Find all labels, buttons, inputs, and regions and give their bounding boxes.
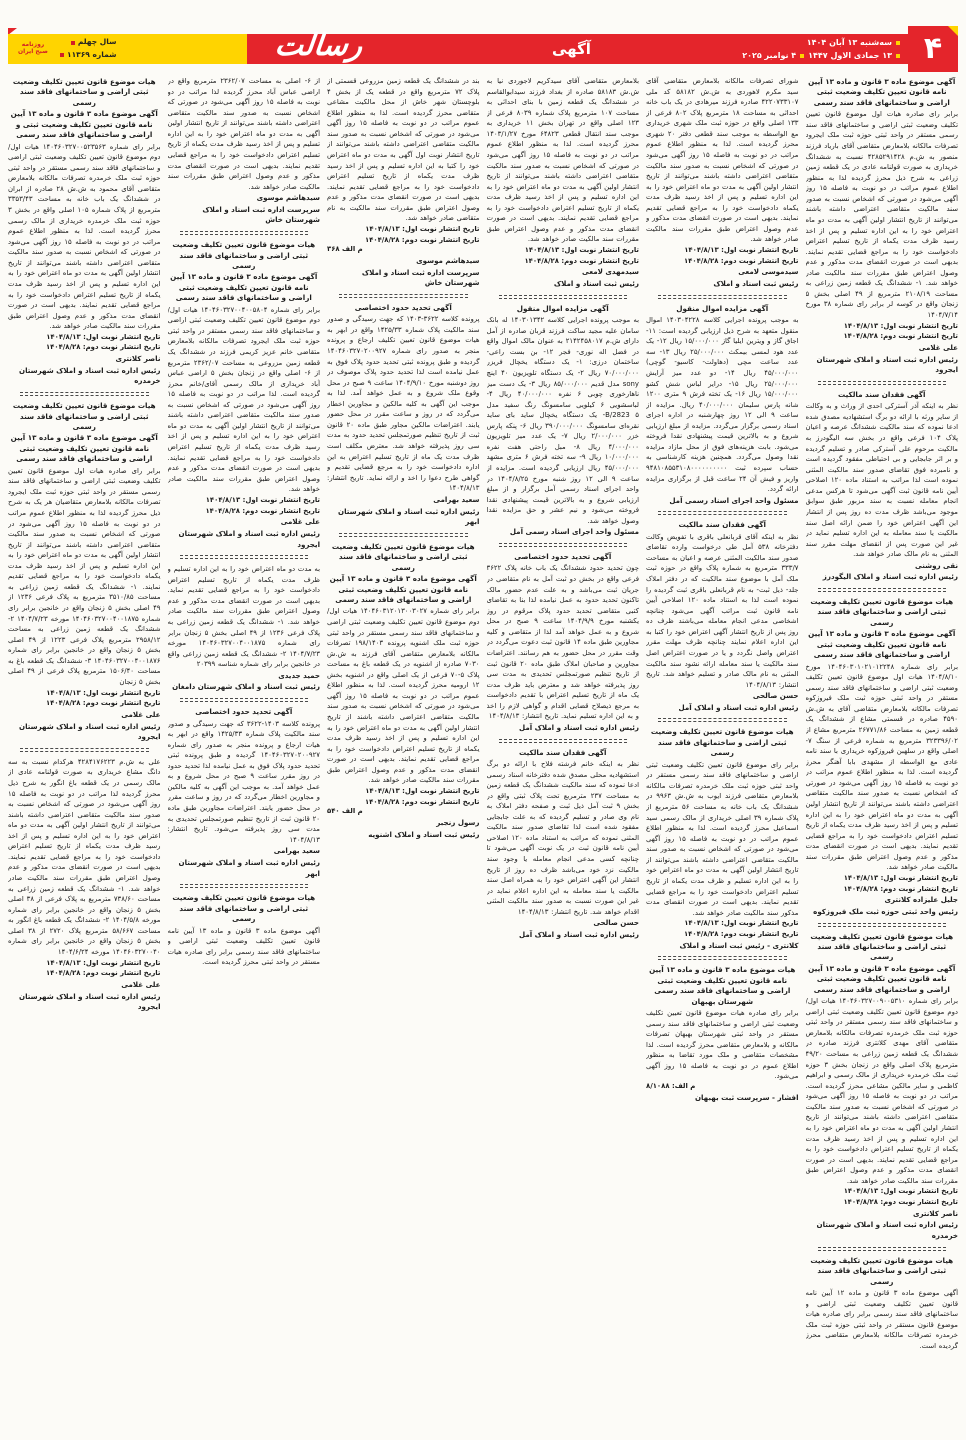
ad-divider (818, 381, 947, 385)
ad-divider (658, 718, 787, 722)
signature-name: علی غلامی (121, 709, 161, 719)
ad-title: آگهی موضوع ماده ۳ قانون و ماده ۱۳ آیین نامه قانون تعیین تکلیف وضعیت ثبتی اراضی و ساختمانهای فاقد سند رسمی (808, 77, 956, 107)
publish-date: تاریخ انتشار نوبت دوم: ۱۴۰۴/۸/۲۸ (205, 506, 320, 515)
signature-role: سرپرست اداره ثبت اسناد و املاک شهرستان خاش (202, 204, 320, 225)
signature-role: رئیس اداره ثبت اسناد و املاک شهرستان ایجرود (19, 991, 161, 1012)
ad-block (327, 303, 480, 528)
ad-block (806, 932, 959, 1242)
hijri-date: ۱۳ جمادی الاول ۱۴۴۷ (808, 51, 892, 61)
signature-name: سیدهاشم موسوی (256, 193, 320, 203)
yellow-square-icon (800, 54, 804, 58)
ad-body: برابر رای شماره ۱۴۰۴۶۰۳۰۱۰۲۱۰۱۲۲۴۸ مورخ ۱۴۰۴/۸/۱۰ هیات اول موضوع قانون تعیین تکلیف وضعیت ثبتی اراضی و ساختمانهای فاقد سند رسمی مستقر در واحد ثبتی حوزه ثبت ملک فیروزکوه تصرفات مالکانه بلامعارض متقاضی آقای به ش.ش ۴۵۹۰ صادره در قسمتی مشاع از ششدانگ یک قطعه زمین به مساحت ۲۶۷۷۱/۸۶ مترمربع مشاع از ۳۲۳۳۹۶/۰۲ مترمربع به شماره فرعی از سنگ ۷- اصلی واقع در سلهبن فیروزکوه خریداری با سند نامه عادی مع الواسطه از مشهدی بابا آهنگر محرز گردیده است. لذا به منظور اطلاع عموم مراتب در دو نوبت به فاصله ۱۵ روز آگهی می‌شود در صورتی که اشخاص نسبت به صدور سند مالکیت متقاضی اعتراضی داشته باشند می‌توانند از تاریخ انتشار اولین آگهی به مدت دو ماه اعتراض خود را به این اداره تسلیم و پس از اخذ رسید ظرف مدت یکماه از تاریخ تسلیم اعتراض دادخواست خود را به مراجع قضایی تقدیم نمایند. بدیهی است در صورت انقضای مدت مذکور و عدم وصول اعتراض طبق مقررات سند مالکیت صادر خواهد شد. (805, 662, 958, 872)
ad-body: نظر به اینکه آقای قربانعلی باقری با تفویض وکالت دفترخانه ۵۳۸ آمل طی درخواست وارده تقاضای صدور سند مالکیت المثنی عرصه و اعیان به مساحت ۳۳۳/۷ مترمربع به شماره پلاک واقع در حوزه ثبت ملک آمل با موضوع سند مالکیت که در دفتر املاک جلد- ذیل ثبت- به نام قربانعلی باقری ثبت گردیده را نموده است لذا به استناد ماده ۱۲۰ اصلاحی آیین نامه قانون ثبت مراتب آگهی می‌شود چنانچه اشخاصی مدعی انجام معامله می‌باشند ظرف ده روز پس از تاریخ انتشار آگهی اعتراض خود را کتبا به این اداره اعلام نمایند چنانچه ظرف مهلت مقرر اعتراض واصل نگردد و یا در صورت اعتراض اصل سند مالکیت یا سند معامله ارائه نشود سند مالکیت المثنی به نام مالک صادر و تسلیم خواهد شد. تاریخ انتشار: ۱۴۰۴/۸/۱۳ (646, 532, 799, 689)
ad-block (487, 304, 640, 538)
ad-body: بلامعارض متقاضی آقای سیدکریم لاجوردی نیا به ش.ش ۵۸۱۸۳ صادره از بغداد فرزند سیدابوالقاسم در ششدانگ یک قطعه زمین با بنای احداثی به مساحت ۱۰۷ مترمربع پلاک شماره ۸۰۳۹ فرعی از ۱۲۳ اصلی واقع در تهران بخش ۱۱ خریداری به موجب سند انتقال قطعی ۶۴۸۲۳ مورخ ۱۴۰۳/۱/۲۷ محرز گردیده است. لذا به منظور اطلاع عموم مراتب در دو نوبت به فاصله ۱۵ روز آگهی می‌شود در صورتی که اشخاص نسبت به صدور سند مالکیت متقاضی اعتراضی داشته باشند می‌توانند از تاریخ انتشار اولین آگهی به مدت دو ماه اعتراض خود را به این اداره تسلیم و پس از اخذ رسید ظرف مدت یکماه از تاریخ تسلیم اعتراض دادخواست خود را به مراجع قضایی تقدیم نمایند. بدیهی است در صورت انقضای مدت مذکور و عدم وصول اعتراض طبق مقررات سند مالکیت صادر خواهد شد. (486, 77, 639, 244)
section-title: آگهی (552, 40, 591, 58)
publish-date: تاریخ انتشار نوبت دوم: ۱۴۰۴/۸/۲۸ (524, 256, 639, 265)
ad-title: هیات موضوع قانون تعیین تکلیف وضعیت ثبتی اراضی و ساختمانهای فاقد سند رسمی (331, 541, 475, 572)
ad-block (168, 893, 321, 968)
page-number-badge (908, 26, 958, 72)
ad-block (646, 965, 799, 1103)
ad-title: هیات موضوع قانون تعیین تکلیف وضعیت ثبتی اراضی و ساختمانهای فاقد سند رسمی (810, 1255, 954, 1286)
newspaper-logo: رسالت (273, 28, 365, 63)
ad-body: به مدت دو ماه اعتراض خود را به این اداره تسلیم و ظرف مدت یکماه از تاریخ تسلیم اعتراض دادخواست خود را به مراجع قضایی تقدیم نماید. بدیهی است در صورت انقضای مدت مذکور و عدم وصول اعتراض طبق مقررات سند مالکیت صادر خواهد شد. ۱- ششدانگ یک قطعه زمین زراعی به پلاک فرعی ۱۲۳۶ از ۴۹ اصلی بخش ۵ زنجان برابر رای شماره ۱۴۰۴۶۰۳۲۷۰۰۴۰۰۱۸۷۵ مورخه ۱۴۰۴/۷/۲۳ ۲- ششدانگ یک قطعه زمین زراعی واقع در خانجین برابر رای شماره شناسه ۲۰۳۹۹ (167, 565, 320, 669)
ad-divider (180, 698, 309, 702)
ad-body: آگهی موضوع ماده ۳ قانون و ماده ۱۲ آیین نامه قانون تعیین تکلیف وضعیت ثبتی اراضی و ساختمانهای فاقد سند رسمی برابر رای صادره هیات موضوع قانون مستقر در واحد ثبتی حوزه ثبت ملک خرمدره تصرفات مالکانه بلامعارض متقاضی محرز گردیده است. (805, 1289, 958, 1350)
ad-block (327, 76, 480, 289)
publish-date: تاریخ انتشار نوبت اول: ۱۴۰۴/۸/۱۳ (843, 1187, 958, 1196)
masthead-red-bar (247, 28, 958, 66)
signature-role: رئیس اداره ثبت اسناد و املاک آمل (519, 930, 639, 940)
signature-name: جلیل علیزاده کلانتری (884, 895, 958, 905)
ad-block (646, 304, 799, 507)
reference-code: م الف ۳۶۸ (327, 245, 363, 254)
ad-title: هیات موضوع قانون تعیین تکلیف وضعیت ثبتی اراضی و ساختمانهای فاقد سند رسمی (810, 597, 954, 627)
publish-date: تاریخ انتشار نوبت دوم: ۱۴۰۴/۸/۲۸ (843, 332, 958, 341)
signature-role: رئیس اداره ثبت اسناد و املاک شهرستان خرمدره (816, 1220, 958, 1241)
yellow-square-icon (896, 54, 900, 58)
publish-date: تاریخ انتشار نوبت دوم: ۱۴۰۴/۸/۲۸ (843, 1198, 958, 1207)
ad-body: برابر رای صادره هیات اول موضوع قانون تعیین تکلیف وضعیت ثبتی اراضی و ساختمانهای فاقد سند رسمی مستقر در واحد ثبتی حوزه ثبت ملک ایجرود تصرفات مالکانه بلامعارض متقاضی آقای باریاد فرزند منصور به ش.م ۴۲۸۵۲۹۱۴۲۸ نسبت به ششدانگ خریداری به صورت قولنامه عادی در یک قطعه زمین زراعی به شرح ذیل محرز گردیده لذا به منظور اطلاع عموم مراتب در دو نوبت به فاصله ۱۵ روز آگهی می‌شود در صورتی که اشخاص نسبت به صدور سند مالکیت متقاضی اعتراضی داشته باشند می‌توانند از تاریخ انتشار اولین آگهی به مدت دو ماه اعتراض خود را به این اداره تسلیم و پس از اخذ رسید ظرف مدت یکماه از تاریخ تسلیم اعتراض دادخواست خود را به مراجع قضایی تقدیم نمایند. بدیهی است در صورت انقضای مدت مذکور و عدم وصول اعتراض طبق مقررات سند مالکیت صادر خواهد شد. ۱- ششدانگ یک قطعه زمین زراعی به مساحت ۲۱۰۸/۱۹ مترمربع از ۴۹ اصلی بخش ۵ زنجان واقع در کوسه لر برابر رای شماره ۳۸ مورخ ۱۴۰۴/۷/۱۴ (805, 110, 958, 319)
publish-date: تاریخ انتشار نوبت اول: ۱۴۰۴/۸/۱۳ (524, 246, 639, 254)
ad-block (168, 76, 321, 226)
weekday-date: سه‌شنبه ۱۳ آبان ۱۴۰۴ (806, 38, 892, 47)
ad-block (487, 552, 640, 734)
ad-divider (20, 392, 149, 396)
signature-name: علی غلامی (280, 517, 320, 527)
signature-role: رئیس اداره ثبت اسناد و املاک شهرستان ایجرود (19, 721, 161, 742)
signature-name: حمید جدیدی (278, 670, 320, 680)
issue-label: شماره ۱۱۳۶۹ (67, 50, 117, 59)
fold-corner-icon (948, 26, 958, 36)
masthead-yellow-bar (8, 34, 247, 64)
ad-title: آگهی تحدید حدود اختصاصی (354, 302, 452, 312)
signature-name: ناصر کلانتری (912, 1208, 958, 1218)
signature-name: سعید بهرامی (433, 494, 480, 504)
signature-name: سیدمهدی لامعی (582, 267, 639, 277)
ad-divider (818, 588, 947, 592)
ad-block (8, 757, 161, 1013)
publish-date: تاریخ انتشار نوبت اول: ۱۴۰۴/۸/۱۳ (365, 224, 480, 233)
ad-title: آگهی موضوع ماده ۳ قانون و ماده ۱۳ آیین نامه قانون تعیین تکلیف وضعیت ثبتی اراضی و ساختمانهای فاقد سند رسمی (808, 963, 956, 994)
ad-block (168, 240, 321, 550)
yellow-square-icon (896, 41, 900, 45)
ad-body: علی به ش.م ۴۲۸۴۱۷۶۲۲۳ هرکدام نسبت به سه دانگ مشاع خریداری به صورت قولنامه عادی از مالک رسمی در یک قطعه باغ انگور به شرح ذیل محرز گردیده لذا مراتب در دو نوبت به فاصله ۱۵ روز آگهی می‌شود در صورتی که اشخاص نسبت به صدور سند مالکیت متقاضی اعتراضی داشته باشند می‌توانند از تاریخ انتشار اولین آگهی به مدت دو ماه اعتراض خود را به این اداره تسلیم و پس از اخذ رسید ظرف مدت یکماه از تاریخ تسلیم اعتراض دادخواست خود را به مراجع قضایی تقدیم نمایند. بدیهی است در صورت انقضای مدت مذکور و عدم وصول اعتراض طبق مقررات سند مالکیت صادر خواهد شد. ۱- ششدانگ یک قطعه زمین زراعی به مساحت ۷۳۸/۶۰ مترمربع به پلاک فرعی از ۳۸ اصلی بخش ۵ زنجان واقع در خانجین برابر رای شماره مورخه ۱۴۰۴/۵/۸ ۲- ششدانگ یک قطعه باغ انگور به مساحت ۵۸/۶۶۷ مترمربع پلاک ۲۷۲۰ از ۳۸ اصلی بخش ۵ زنجان واقع در خانجین برابر رای شماره ۱۴۰۴۶۰۳۲۷۰۰۴۰ مورخه ۱۴۰۴/۶/۲۴ (8, 757, 161, 956)
publish-date: تاریخ انتشار نوبت دوم: ۱۴۰۴/۸/۲۸ (45, 343, 161, 352)
ad-body: بند در ششدانگ یک قطعه زمین مزروعی قسمتی از پلاک ۷۲ مترمربع واقع در قطعه یک از بخش ۴ بلوچستان شهر خاش از محل مالکیت مشاعی متقاضی محرز گردیده است. لذا به منظور اطلاع عموم مراتب در دو نوبت به فاصله ۱۵ روز آگهی می‌شود در صورتی که اشخاص نسبت به صدور سند مالکیت متقاضی اعتراضی داشته باشند می‌توانند از تاریخ انتشار نوبت اول آگهی به مدت دو ماه اعتراض خود را کتبا به این اداره تسلیم و پس از اخذ رسید ظرف مدت یکماه از تاریخ تسلیم اعتراض دادخواست خود را به مراجع قضایی تقدیم نمایند. بدیهی است در صورت انقضای مدت مذکور و عدم وصول اعتراض طبق مقررات سند مالکیت به نام متقاضی صادر خواهد شد. (327, 77, 480, 223)
signature-name: کلانتری - رئیس ثبت اسناد و املاک (679, 940, 799, 950)
ad-title: آگهی تحدید حدود اختصاصی (195, 707, 293, 717)
ad-body: برابر رای شماره ۱۴۰۴۶۰۳۲۷۰۰۵۲۳۵۶۳ هیات اول/دوم موضوع قانون تعیین تکلیف وضعیت ثبتی اراضی و ساختمانهای فاقد سند رسمی مستقر در واحد ثبتی حوزه ثبت ملک خرمدره تصرفات مالکانه بلامعارض متقاضی آقای محمود به ش.ش ۲۸ صادره از ابران در ششدانگ یک باب خانه به مساحت ۳۳۵۳/۴۳ مترمربع از پلاک شماره ۱۰۵ اصلی واقع در بخش ۳ حوزه ثبت ملک خرمدره خریداری از مالک رسمی محرز گردیده است. لذا به منظور اطلاع عموم مراتب در دو نوبت به فاصله ۱۵ روز آگهی می‌شود در صورتی که اشخاص نسبت به صدور سند مالکیت متقاضی اعتراضی داشته باشند می‌توانند از تاریخ انتشار اولین آگهی به مدت دو ماه اعتراض خود را به این اداره تسلیم و پس از اخذ رسید ظرف مدت یکماه از تاریخ تسلیم اعتراض دادخواست خود را به مراجع قضایی تقدیم نمایند. بدیهی است در صورت انقضای مدت مذکور و عدم وصول اعتراض طبق مقررات سند مالکیت صادر خواهد شد. (8, 142, 161, 331)
ad-body: پرونده کلاسه ۱۴۰۳-۳۶۲۲ که جهت رسیدگی و صدور سند مالکیت پلاک شماره ۱۴۲۵/۳۳ واقع در ابهر به هیات ارجاع و پرونده منجر به صدور رای شماره ۱۴۰۴۶۰۳۲۷۰۲۰۰۹۲۷ گردیده و طبق پرونده ثبتی تحدید حدود پلاک فوق به عمل نیامده لذا تحدید حدود در روز مقرر ساعت ۹ صبح در محل شروع و به عمل خواهد آمد. به موجب این آگهی به کلیه مالکین و مجاورین اخطار می‌گردد که در روز و ساعت مقرر در محل حضور یابند. اعتراضات مجاورین طبق ماده ۲۰ قانون ثبت از تاریخ تنظیم صورتمجلس تحدیدی به مدت سی روز پذیرفته می‌شود. تاریخ انتشار: ۱۴۰۴/۸/۱۳ (167, 719, 320, 844)
signature-name: سعید بهرامی (273, 846, 320, 856)
ad-body: چون تحدید حدود ششدانگ یک باب خانه پلاک ۳۶۲۲ فرعی واقع در بخش دو ثبت آمل به نام متقاضی در جریان ثبت می‌باشد و به علت عدم حضور مالک تاکنون تحدید حدود به عمل نیامده لذا بنا به تقاضای کتبی متقاضی تحدید حدود پلاک مرقوم در روز یکشنبه مورخ ۱۴۰۴/۹/۹ ساعت ۹ صبح در محل شروع و به عمل خواهد آمد لذا از متقاضی و کلیه مجاورین طبق ماده ۱۴ قانون ثبت دعوت می‌گردد در وقت مقرر در محل حضور به هم رسانند. اعتراضات مجاورین و صاحبان املاک طبق ماده ۲۰ قانون ثبت از تاریخ تنظیم صورتمجلس تحدیدی به مدت سی روز پذیرفته خواهد شد و معترض باید ظرف مدت یک ماه از تاریخ تسلیم اعتراض با تقدیم دادخواست به مرجع ذیصلاح قضایی اقدام و گواهی لازم را اخذ و به این اداره تسلیم نماید. تاریخ انتشار: ۱۴۰۴/۸/۱۳ (486, 564, 639, 721)
signature-role: رئیس اداره ثبت اسناد و املاک شهرستان ایجرود (816, 354, 958, 375)
publish-date: تاریخ انتشار نوبت اول: ۱۴۰۴/۸/۱۳ (46, 332, 161, 341)
signature-role: رئیس اداره ثبت اسناد و املاک آمل (678, 702, 799, 712)
ad-column-2 (646, 76, 799, 1434)
ad-body: برابر رای صادره هیات موضوع قانون تعیین تکلیف وضعیت ثبتی اراضی و ساختمانهای فاقد سند رسمی مستقر در واحد ثبتی شهرستان بهبهان تصرفات مالکانه و بلامعارض متقاضی محرز گردیده است. لذا مشخصات متقاضی و ملک مورد تقاضا به منظور اطلاع عموم در دو نوبت به فاصله ۱۵ روز آگهی می‌شود. (646, 1009, 799, 1081)
ad-body: برابر رای شماره ۱۴۰۴۶۰۳۲۷۰۰۹۰۰۵۳۱۰ هیات اول/دوم موضوع قانون تعیین تکلیف وضعیت ثبتی اراضی و ساختمانهای فاقد سند رسمی مستقر در واحد ثبتی حوزه ثبت ملک خرمدره تصرفات مالکانه بلامعارض متقاضی آقای مهدی کلانتری فرزند صادره در ششدانگ یک قطعه زمین زراعی به مساحت ۴۹/۲۰ مترمربع پلاک اصلی واقع در زنجان بخش ۳ حوزه ثبت ملک خرمدره خریداری از مالک رسمی و ابراهیم کاظمی و سایر مالکین مشاعی محرز گردیده است. مراتب در دو نوبت به فاصله ۱۵ روز آگهی می‌شود در صورتی که اشخاص نسبت به صدور سند مالکیت متقاضی اعتراضی داشته باشند می‌توانند از تاریخ انتشار اولین آگهی به مدت دو ماه اعتراض خود را به این اداره تسلیم و پس از اخذ رسید ظرف مدت یکماه از تاریخ تسلیم اعتراض دادخواست خود را به مراجع قضایی تقدیم نمایند. بدیهی است در صورت انقضای مدت مذکور و عدم وصول اعتراض طبق مقررات سند مالکیت صادر خواهد شد. (805, 997, 958, 1185)
ad-divider (499, 739, 628, 743)
ad-divider (180, 884, 309, 888)
ad-title: آگهی موضوع ماده ۳ قانون و ماده ۱۳ آیین نامه قانون تعیین تکلیف وضعیت ثبتی اراضی و ساختمانهای فاقد سند رسمی (808, 629, 956, 660)
ad-body: برابر رای موضوع قانون تعیین تکلیف وضعیت ثبتی اراضی و ساختمانهای فاقد سند رسمی مستقر در واحد ثبتی حوزه ثبت ملک خرمدره تصرفات مالکانه بلامعارض متقاضی فرزند ایوب به ش.ش ۹۹۶۳ در ششدانگ یک باب خانه به مساحت ۵۶ مترمربع از پلاک شماره ۳۹ اصلی خریداری از مالک رسمی سید اسماعیل محرز گردیده است. لذا به منظور اطلاع عموم مراتب در دو نوبت به فاصله ۱۵ روز آگهی می‌شود در صورتی که اشخاص نسبت به صدور سند مالکیت متقاضی اعتراضی داشته باشند می‌توانند از تاریخ انتشار اولین آگهی به مدت دو ماه اعتراض خود را به این اداره تسلیم و ظرف مدت یکماه از تاریخ تسلیم اعتراض دادخواست خود را به مراجع قضایی تقدیم نمایند. بدیهی است در صورت انقضای مدت مذکور سند مالکیت صادر خواهد شد. (646, 760, 799, 917)
ad-column-6 (8, 76, 161, 1434)
page-number: ۴ (923, 31, 943, 66)
reference-code: م الف ۵۴۰ (327, 807, 363, 816)
ad-title: هیات موضوع قانون تعیین تکلیف وضعیت ثبتی اراضی و ساختمانهای فاقد سند رسمی (12, 77, 156, 107)
signature-role: رئیس ثبت اسناد و املاک (713, 279, 799, 289)
ad-title: آگهی موضوع ماده ۳ قانون و ماده ۱۳ آیین نامه قانون تعیین تکلیف وضعیت ثبتی اراضی و ساختمانهای فاقد سند رسمی (329, 574, 477, 604)
publish-date: تاریخ انتشار نوبت دوم: ۱۴۰۴/۸/۲۸ (364, 797, 480, 806)
ad-title: هیات موضوع قانون تعیین تکلیف وضعیت ثبتی اراضی و ساختمانهای فاقد سند رسمی (810, 931, 954, 962)
publish-date: تاریخ انتشار نوبت دوم: ۱۴۰۴/۸/۲۸ (683, 256, 799, 265)
red-square-icon (60, 53, 64, 57)
ad-divider (499, 295, 628, 299)
ad-body: از ۶- اصلی به مساحت ۲۳۶۲/۰۷ مترمربع واقع در اراضی عباس آباد محرز گردیده لذا مراتب در دو نوبت به فاصله ۱۵ روز آگهی می‌شود در صورتی که اشخاص نسبت به صدور سند مالکیت متقاضی اعتراضی داشته باشند می‌توانند از تاریخ انتشار اولین آگهی به مدت دو ماه اعتراض خود را به این اداره تسلیم و پس از اخذ رسید ظرف مدت یکماه از تاریخ تسلیم اعتراض دادخواست خود را به مراجع قضایی تقدیم نمایند. بدیهی است در صورت انقضای مدت مذکور و عدم وصول اعتراض طبق مقررات سند مالکیت صادر خواهد شد. (167, 77, 320, 191)
signature-role: رئیس واحد ثبتی حوزه ثبت ملک فیروزکوه (813, 906, 958, 916)
date-block (742, 36, 900, 62)
signature-name: سیدموسی لامعی (738, 267, 799, 277)
publish-date: تاریخ انتشار نوبت اول: ۱۴۰۴/۸/۱۳ (684, 246, 799, 254)
ad-block (8, 77, 161, 387)
signature-role: رئیس اداره ثبت اسناد و املاک شهرستان ایجرود (178, 528, 320, 549)
ad-block (806, 77, 959, 376)
red-square-icon (71, 41, 75, 45)
signature-name: سیدهاشم موسوی (416, 255, 480, 265)
ad-block (806, 1256, 959, 1352)
ad-divider (20, 748, 149, 752)
ad-title: آگهی موضوع ماده ۳ قانون و ماده ۱۳ آیین نامه قانون تعیین تکلیف وضعیت ثبتی اراضی و ساختمانهای فاقد سند رسمی (170, 272, 318, 303)
ad-divider (180, 231, 309, 235)
ad-title: هیات موضوع قانون تعیین تکلیف وضعیت ثبتی اراضی و ساختمانهای فاقد سند رسمی (172, 893, 316, 924)
ad-title: آگهی موضوع ماده ۳ قانون و ماده ۱۳ آیین نامه قانون تعیین تکلیف وضعیت ثبتی و اراضی و ساختمانهای فاقد سند رسمی (10, 109, 158, 140)
ad-block (806, 597, 959, 918)
year-label: سال چهلم (77, 37, 117, 47)
signature-role: رئیس اداره ثبت اسناد و املاک شهرستان ابهر (338, 506, 480, 527)
publish-date: تاریخ انتشار نوبت اول: ۱۴۰۴/۸/۱۳ (365, 786, 480, 795)
ad-body: پرونده کلاسه ۳۶۲۲-۱۴۰۳ که جهت رسیدگی و صدور سند مالکیت پلاک شماره ۱۴۲۵/۳۳ واقع در ابهر به هیات موضوع قانون تعیین تکلیف ارجاع و پرونده منجر به صدور رای شماره ۱۴۰۴۶۰۳۲۷۰۲۰۰۹۲۷ گردیده و طبق پرونده ثبتی تحدید حدود پلاک فوق به عمل نیامده است لذا تحدید حدود پلاک موصوف در روز دوشنبه مورخ ۱۴۰۴/۹/۱۰ ساعت ۹ صبح در محل وقوع ملک شروع و به عمل خواهد آمد. لذا به موجب این آگهی به کلیه مالکین و مجاورین اخطار می‌گردد که در روز و ساعت مقرر در محل حضور یابند. اعتراضات مالکین مجاور طبق ماده ۲۰ قانون ثبت از تاریخ تنظیم صورتمجلس تحدید حدود به مدت سی روز پذیرفته خواهد شد. معترض مکلف است ظرف مدت یک ماه از تاریخ تسلیم اعتراض به این اداره دادخواست خود را به مرجع قضایی تقدیم و گواهی طرح دعوا را اخذ و ارائه نماید. تاریخ انتشار: ۱۴۰۴/۸/۱۳ (327, 315, 480, 493)
ad-block (806, 390, 959, 583)
ad-body: شورای تصرفات مالکانه بلامعارض متقاضی آقای سید مکرم لاهوردی به ش.ش ۵۸۱۸۲ کد ملی ۴۲۲۰۷۳۳۱۰۷ صادره فرزند میرهادی در یک باب خانه احداثی به مساحت ۱۸ مترمربع پلاک ۸۰۲ فرعی از ۱۳۳ اصلی واقع در حوزه ثبت ملک شهری خریداری مع الواسطه به موجب سند قطعی دفتر ۲۰ شهری محرز گردیده است. لذا به منظور اطلاع عموم مراتب در دو نوبت به فاصله ۱۵ روز آگهی می‌شود در صورتی که اشخاص نسبت به صدور سند مالکیت متقاضی اعتراضی داشته باشند می‌توانند از تاریخ انتشار اولین آگهی به مدت دو ماه اعتراض خود را به این اداره تسلیم و پس از اخذ رسید ظرف مدت یکماه دادخواست خود را به مراجع قضایی تقدیم نمایند. بدیهی است در صورت انقضای مدت مذکور و عدم وصول اعتراض طبق مقررات سند مالکیت صادر خواهد شد. (646, 77, 799, 244)
ad-body: نظر به اینکه خانم فرشته فلاح با ارائه دو برگ استشهادیه محلی مصدق شده دفترخانه اسناد رسمی ادعا نموده که سند مالکیت ششدانگ یک قطعه زمین به مساحت ۲۳۷ مترمربع تحت پلاک ثبتی واقع در بخش ۹ ثبت آمل ذیل ثبت و صفحه دفتر املاک به نام وی صادر و تسلیم گردیده که به علت جابجایی مفقود شده است لذا تقاضای صدور سند مالکیت المثنی نموده که مراتب به استناد ماده ۱۲۰ اصلاحی آیین نامه قانون ثبت در یک نوبت آگهی می‌شود تا چنانچه کسی مدعی انجام معامله یا وجود سند مالکیت نزد خود می‌باشد ظرف ده روز از تاریخ انتشار این آگهی اعتراض خود را به همراه اصل سند مالکیت یا سند معامله به این اداره اعلام نماید در غیر این صورت نسبت به صدور سند مالکیت المثنی اقدام خواهد شد. تاریخ انتشار: ۱۴۰۴/۸/۱۳ (486, 759, 639, 916)
publish-date: تاریخ انتشار نوبت اول: ۱۴۰۴/۸/۱۳ (843, 873, 958, 882)
classifieds-columns (8, 76, 958, 1434)
ad-column-1 (806, 76, 959, 1434)
ad-title: آگهی تحدید حدود اختصاصی (514, 552, 612, 562)
ad-column-3 (487, 76, 640, 1434)
signature-role: رئیس ثبت اسناد و املاک (553, 279, 639, 289)
ad-divider (658, 511, 787, 515)
publish-date: تاریخ انتشار نوبت اول: ۱۴۰۴/۸/۱۳ (46, 958, 161, 967)
ad-body: به موجب پرونده اجرایی کلاسه ۱۴۰۳۰۱۳۴۲ له بانک سامان علیه مجید ساکت فرزند قربان صادره از آمل دارای ش.م ۲۱۴۲۴۵۸۰۱۷ به عنوان مالک اموال واقع در فضل اله نوری- فجر ۱۲- بن بست راعی- ساختمان درزی: ۱- یک دستگاه یخچال فریزر ۷۰/۰۰۰/۰۰۰ ریال ۲- یک دستگاه تلویزیون ۴۰ اینچ sony مدل قدیم ۸۵/۰۰۰/۰۰۰ ریال ۳- یک دست میز ناهارخوری چوبی ۶ نفره ۴۰/۰۰۰/۰۰۰ ریال ۴- لباسشویی ۶ کیلویی سامسونگ رنگ سفید مدل B/2823 ۵- یک دستگاه یخچال ساید بای ساید نقره‌ای سامسونگ ۳۹۰/۰۰۰/۰۰۰ ریال ۶- پنکه پارس خزر ۲/۰۰۰/۰۰۰ ریال ۷- یک عدد میز تلویزیون ۴/۰۰۰/۰۰۰ ریال ۸- مبل راحتی هفت نفره ۱۰/۰۰۰/۰۰۰ ریال ۹- سه تخته فرش ۶ متری مشهد ۴۵/۰۰۰/۰۰۰ ریال ارزیابی گردیده است. مزایده از ساعت ۹ الی ۱۲ روز شنبه مورخ ۱۴۰۴/۸/۲۵ در واحد اجرای اسناد رسمی آمل برگزار و از مبلغ ارزیابی شروع و به بالاترین قیمت پیشنهادی نقدا فروخته می‌شود و نیم عشر و حق مزایده نقدا وصول خواهد شد. (486, 316, 639, 525)
signature-role: رئیس اداره ثبت اسناد و املاک شهرستان ابهر (178, 857, 320, 878)
ad-divider (658, 295, 787, 299)
publish-date: تاریخ انتشار نوبت دوم: ۱۴۰۴/۸/۲۸ (45, 699, 161, 708)
ad-body: آگهی موضوع ماده ۳ قانون و ماده ۱۳ آیین نامه قانون تعیین تکلیف وضعیت ثبتی اراضی و ساختمانهای فاقد سند رسمی برابر رای صادره هیات مستقر در واحد ثبتی محرز گردیده است. (167, 926, 320, 967)
ad-body: برابر رای صادره هیات اول موضوع قانون تعیین تکلیف وضعیت ثبتی اراضی و ساختمانهای فاقد سند رسمی مستقر در واحد ثبتی حوزه ثبت ملک ایجرود تصرفات مالکانه بلامعارض متقاضیان هر یک به شرح ذیل محرز گردیده لذا به منظور اطلاع عموم مراتب در دو نوبت به فاصله ۱۵ روز آگهی می‌شود در صورتی که اشخاص نسبت به صدور سند مالکیت متقاضی اعتراضی داشته باشند می‌توانند از تاریخ انتشار اولین آگهی به مدت دو ماه اعتراض خود را به این اداره تسلیم و پس از اخذ رسید ظرف مدت یکماه دادخواست خود را به مراجع قضایی تقدیم نمایند. ۱- ششدانگ یک قطعه زمین زراعی به مساحت ۳۵۱۰/۸۵ مترمربع به پلاک فرعی ۱۲۳۶ از ۴۹ اصلی بخش ۵ زنجان واقع در خانجین برابر رای شماره ۱۴۰۴۶۰۳۲۷۰۰۴۰۰۱۸۷۵ مورخه ۱۴۰۴/۷/۲۳ ۲- ششدانگ یک قطعه زمین زراعی به مساحت ۲۹۵۸/۱۲ مترمربع پلاک فرعی ۱۲۲۳ از ۴۹ اصلی بخش ۵ زنجان واقع در خانجین برابر رای شماره ۱۴۰۴۶۰۳۲۷۰۰۴۰۰۱۸۷۶ ۳- ششدانگ یک قطعه باغ به مساحت ۱۵۰۶/۴۰ مترمربع پلاک فرعی از ۴۹ اصلی بخش ۵ زنجان (8, 466, 161, 686)
publish-date: تاریخ انتشار نوبت اول: ۱۴۰۴/۸/۱۳ (205, 495, 320, 504)
reference-code: م الف: ۸/۱۰۸۸ (646, 1081, 696, 1090)
publish-date: تاریخ انتشار نوبت دوم: ۱۴۰۴/۸/۲۸ (683, 929, 799, 938)
ad-body: برابر رای شماره ۱۴۰۴۶۰۳۱۲۰۱۳۰۰۳۰۲۷ هیات اول/دوم موضوع قانون تعیین تکلیف وضعیت ثبتی اراضی و ساختمانهای فاقد سند رسمی مستقر در واحد ثبتی حوزه ثبت ملک اشنویه پرونده ۱۹۸/۱۴۰۳ تصرفات مالکانه بلامعارض متقاضی آقای فرزند به ش.ش ۷۰۳۰ صادره از اشنویه در یک قطعه باغ به مساحت پلاک ۵-۷۰ فرعی از یک اصلی واقع در اشنویه بخش ۱۲ ارومیه محرز گردیده است. لذا به منظور اطلاع عموم مراتب در دو نوبت به فاصله ۱۵ روز آگهی می‌شود در صورتی که اشخاص نسبت به صدور سند مالکیت متقاضی اعتراضی داشته باشند از تاریخ انتشار اولین آگهی به مدت دو ماه اعتراض خود را به این اداره تسلیم و پس از اخذ رسید ظرف مدت یکماه از تاریخ تسلیم اعتراض دادخواست خود را به مراجع قضایی تقدیم نمایند. بدیهی است در صورت انقضای مدت مذکور و عدم وصول اعتراض طبق مقررات سند مالکیت صادر خواهد شد. (327, 607, 480, 785)
signature-name: رسول رنجبر (436, 818, 480, 828)
ad-divider (818, 1247, 947, 1251)
ad-title: هیات موضوع قانون تعیین تکلیف وضعیت ثبتی اراضی و ساختمانهای فاقد سند رسمی (12, 401, 156, 431)
ad-divider (818, 923, 947, 927)
ad-divider (499, 543, 628, 547)
ad-divider (180, 555, 309, 559)
publish-date: تاریخ انتشار نوبت دوم: ۱۴۰۴/۸/۲۸ (843, 884, 958, 893)
publish-date: تاریخ انتشار نوبت اول: ۱۴۰۴/۸/۱۳ (684, 919, 799, 928)
ad-title: هیات موضوع قانون تعیین تکلیف وضعیت ثبتی اراضی و ساختمانهای فاقد سند رسمی (650, 727, 794, 758)
ad-block (327, 542, 480, 841)
newspaper-tagline: روزنامه صبح ایران (18, 41, 48, 55)
ad-title: هیات موضوع ماده ۳ قانون و ماده ۱۳ آیین نامه قانون تعیین تکلیف وضعیت ثبتی اراضی و ساختمانهای فاقد سند رسمی شهرستان بهبهان (649, 965, 796, 1006)
signature-role: رئیس ثبت اسناد و املاک اشنویه (368, 829, 480, 839)
signature-role: سرپرست اداره ثبت اسناد و املاک شهرستان خاش (361, 267, 480, 288)
year-issue-box (60, 36, 116, 62)
signature-name: علی غلامی (918, 342, 958, 352)
ad-divider (339, 294, 468, 298)
gregorian-date: ۴ نوامبر ۲۰۲۵ (742, 51, 797, 61)
signature-name: مسئول واحد اجرای اسناد رسمی آمل (509, 527, 639, 537)
signature-role: رئیس اداره ثبت اسناد و املاک الیگودرز (822, 572, 958, 582)
signature-name: ناصر کلانتری (115, 354, 161, 364)
ad-block (168, 707, 321, 879)
ad-block (646, 727, 799, 951)
ad-title: هیات موضوع قانون تعیین تکلیف وضعیت ثبتی اراضی و ساختمانهای فاقد سند رسمی (172, 240, 316, 270)
ad-body: برابر رای شماره ۱۴۰۴۶۰۳۲۷۰۰۴۰۰۵۸۰۴ هیات اول/دوم موضوع قانون تعیین تکلیف وضعیت ثبتی اراضی و ساختمانهای فاقد سند رسمی مستقر در واحد ثبتی حوزه ثبت ملک ایجرود تصرفات مالکانه بلامعارض متقاضی خانم عزیز کریمی فرزند در ششدانگ یک قطعه زمین مزروعی به مساحت ۲۳۶۲/۰۷ مترمربع از ۶- اصلی واقع در زنجان بخش ۵ اراضی عباس آباد خریداری از مالک رسمی آقای/خانم محرز گردیده است. لذا مراتب در دو نوبت به فاصله ۱۵ روز آگهی می‌شود در صورتی که اشخاص نسبت به صدور سند مالکیت متقاضی اعتراضی داشته باشند می‌توانند از تاریخ انتشار اولین آگهی به مدت دو ماه اعتراض خود را به این اداره تسلیم و پس از اخذ رسید ظرف مدت یکماه از تاریخ تسلیم اعتراض دادخواست خود را به مراجع قضایی تقدیم نمایند. بدیهی است در صورت انقضای مدت مذکور و عدم وصول اعتراض طبق مقررات سند مالکیت صادر خواهد شد. (167, 305, 320, 494)
signature-role: رئیس ثبت اسناد و املاک شهرستان دامغان (172, 682, 320, 692)
signature-name: افشار - سرپرست ثبت بهبهان (694, 1092, 799, 1102)
signature-name: نقی روشنی (915, 560, 958, 570)
ad-title: آگهی مزایده اموال منقول (676, 303, 769, 313)
ad-divider (339, 533, 468, 537)
signature-role: رئیس اداره ثبت اسناد و املاک شهرستان خرمدره (19, 365, 161, 386)
signature-name: مسئول واحد اجرای اسناد رسمی آمل (669, 495, 799, 505)
ad-title: آگهی مزایده اموال منقول (516, 303, 609, 313)
ad-block (646, 76, 799, 290)
ad-block (487, 76, 640, 290)
ad-block (487, 748, 640, 941)
ad-column-4 (327, 76, 480, 1434)
ad-body: نظر به اینکه آذر آسترکی احدی از وراث و به وکالت از سایر ورثه با ارائه دو برگ استشهادیه مصدق شده ادعا نموده که سند مالکیت ششدانگ عرصه و اعیان پلاک ۱۰۴ فرعی واقع در بخش سه الیگودرز به مالکیت مرحوم علی آسترکی صادر و تسلیم گردیده و بر اثر جابجایی و بی احتیاطی مفقود گردیده است و نامبرده فوق تقاضای صدور سند مالکیت المثنی نموده است لذا مراتب به استناد ماده ۱۲۰ اصلاحی آیین نامه قانون ثبت آگهی می‌شود تا هرکس مدعی انجام معامله نسبت به سند مزبور طبق سوابق موجود می‌باشد ظرف مدت ده روز پس از انتشار این آگهی اعتراض خود را ضمن ارائه اصل سند مالکیت یا سند معامله به این اداره تسلیم نماید در غیر این صورت پس از انقضای مهلت مقرر سند المثنی به نام مالک صادر خواهد شد. (805, 402, 958, 559)
ad-divider (658, 956, 787, 960)
publish-date: تاریخ انتشار نوبت دوم: ۱۴۰۴/۸/۲۸ (364, 235, 480, 244)
signature-name: حسن صالحی (593, 918, 639, 928)
publish-date: تاریخ انتشار نوبت اول: ۱۴۰۴/۸/۱۳ (843, 321, 958, 330)
signature-name: علی غلامی (121, 979, 161, 989)
ad-block (8, 401, 161, 743)
ad-title: آگهی فقدان سند مالکیت (678, 520, 767, 530)
publish-date: تاریخ انتشار نوبت اول: ۱۴۰۴/۸/۱۳ (46, 688, 161, 697)
ad-block (646, 520, 799, 713)
signature-name: رئیس اداره ثبت اسناد و املاک آمل (519, 722, 639, 732)
signature-name: حسن صالحی (752, 691, 799, 701)
ad-title: آگهی موضوع ماده ۳ قانون و ماده ۱۳ آیین نامه قانون تعیین تکلیف وضعیت ثبتی اراضی و ساختمانهای فاقد سند رسمی (10, 433, 158, 464)
page-header (8, 26, 958, 70)
publish-date: تاریخ انتشار نوبت دوم: ۱۴۰۴/۸/۲۸ (45, 969, 161, 978)
ad-column-5 (168, 76, 321, 1434)
ad-title: آگهی فقدان سند مالکیت (518, 747, 607, 757)
ad-body: به موجب پرونده اجرایی کلاسه ۱۴۰۳۰۴۲۲۸ اموال منقول متعهد به شرح ذیل ارزیابی گردیده است: ۱۱- اجاق گاز و ویترین ایلیا گاز ۱۵/۰۰۰/۰۰۰ ریال ۱۲- یک عدد هود لمسی بیمکث ۲۵/۰۰۰/۰۰۰ ریال ۱۳- سه عدد ساعت مچی (دهاولت- کاسیو- گوچی) ۴۵/۰۰۰/۰۰۰ ریال ۱۴- دو عدد میز آرایش ۲۵/۰۰۰/۰۰۰ ریال ۱۵- درایر لباس شش کشو ۱۵/۰۰۰/۰۰۰ ریال ۱۶- یک تخته فرش ۹ متری ۱۲۰۰ شانه پارس سلیمان ۴۰/۰۰۰/۰۰۰ ریال. مزایده از ساعت ۹ الی ۱۲ روز چهارشنبه در اداره اجرای اسناد رسمی برگزار می‌گردد. مزایده از مبلغ ارزیابی شروع و به بالاترین قیمت پیشنهادی نقدا فروخته می‌شود. بابت هزینه‌های فوق از محل مازاد مزایده نقدا وصول می‌گردد. همچنین هزینه کارشناسی به حساب سپرده ثبت ۹۴۸۱۰۸۵۵۳۱۰۸۰۰۰۰۰۰۰۰۰۰ واریز و فیش آن ۲۴ ساعت قبل از برگزاری مزایده ارائه گردد. (646, 316, 799, 494)
ad-block (168, 564, 321, 693)
ad-title: آگهی فقدان سند مالکیت (837, 389, 926, 399)
